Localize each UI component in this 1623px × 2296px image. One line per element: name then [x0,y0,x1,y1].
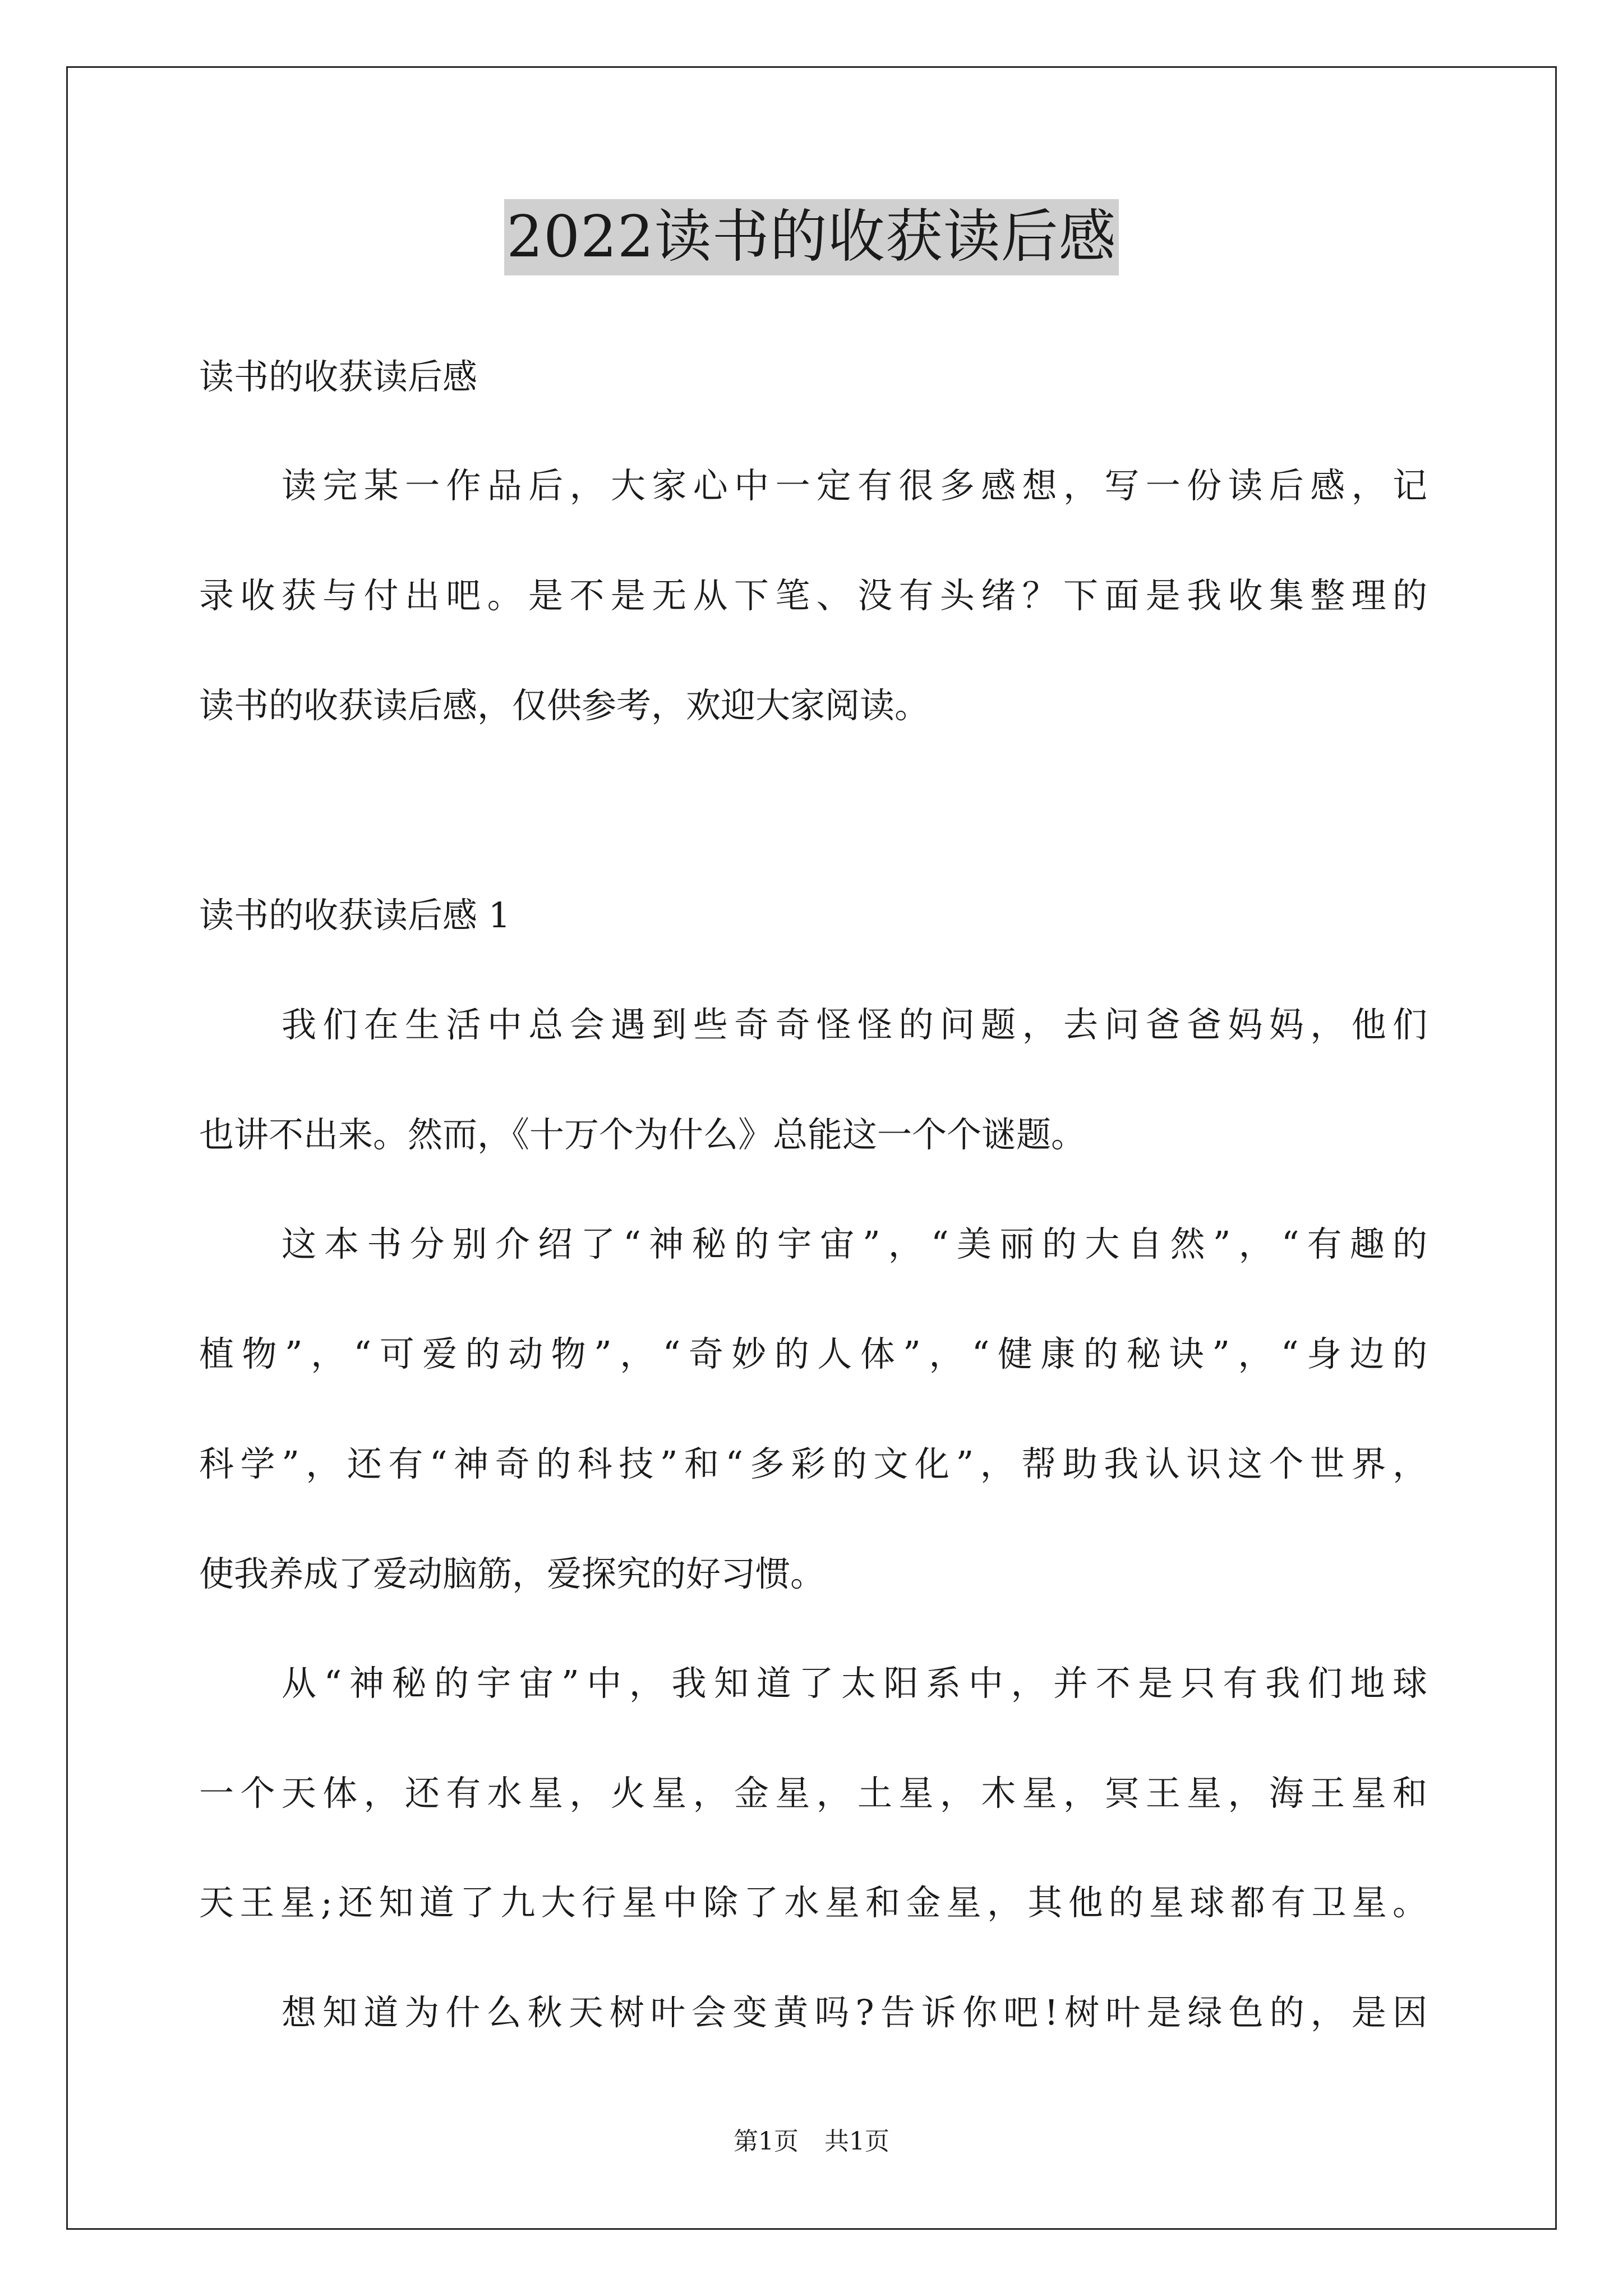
paragraph-line: 读完某一作品后，大家心中一定有很多感想，写一份读后感，记 [282,465,1427,506]
paragraph-line: 使我养成了爱动脑筋，爱探究的好习惯。 [199,1553,826,1594]
paragraph-line: 天王星;还知道了九大行星中除了水星和金星，其他的星球都有卫星。 [199,1882,1427,1923]
section-heading: 读书的收获读后感 1 [199,895,511,936]
paragraph-line: 一个天体，还有水星，火星，金星，土星，木星，冥王星，海王星和 [199,1773,1427,1814]
paragraph-line: 植物”，“可爱的动物”，“奇妙的人体”，“健康的秘诀”，“身边的 [199,1333,1427,1374]
document-title: 2022读书的收获读后感 [504,199,1119,275]
subtitle: 读书的收获读后感 [199,356,478,397]
page-footer [0,2126,1623,2157]
paragraph-line: 录收获与付出吧。是不是无从下笔、没有头绪？下面是我收集整理的 [199,575,1427,616]
page-number: 第1页 [734,2127,799,2156]
paragraph-line: 想知道为什么秋天树叶会变黄吗?告诉你吧!树叶是绿色的，是因 [282,1992,1427,2033]
title-container [0,199,1623,275]
paragraph-line: 读书的收获读后感，仅供参考，欢迎大家阅读。 [199,685,930,726]
paragraph-line: 也讲不出来。然而，《十万个为什么》总能这一个个谜题。 [199,1114,1086,1155]
paragraph-line: 科学”，还有“神奇的科技”和“多彩的文化”，帮助我认识这个世界， [199,1443,1427,1484]
paragraph-line: 这本书分别介绍了“神秘的宇宙”，“美丽的大自然”，“有趣的 [282,1223,1427,1264]
paragraph-line: 我们在生活中总会遇到些奇奇怪怪的问题，去问爸爸妈妈，他们 [282,1004,1427,1045]
paragraph-line: 从“神秘的宇宙”中，我知道了太阳系中，并不是只有我们地球 [282,1663,1427,1704]
page-total: 共1页 [824,2127,889,2156]
